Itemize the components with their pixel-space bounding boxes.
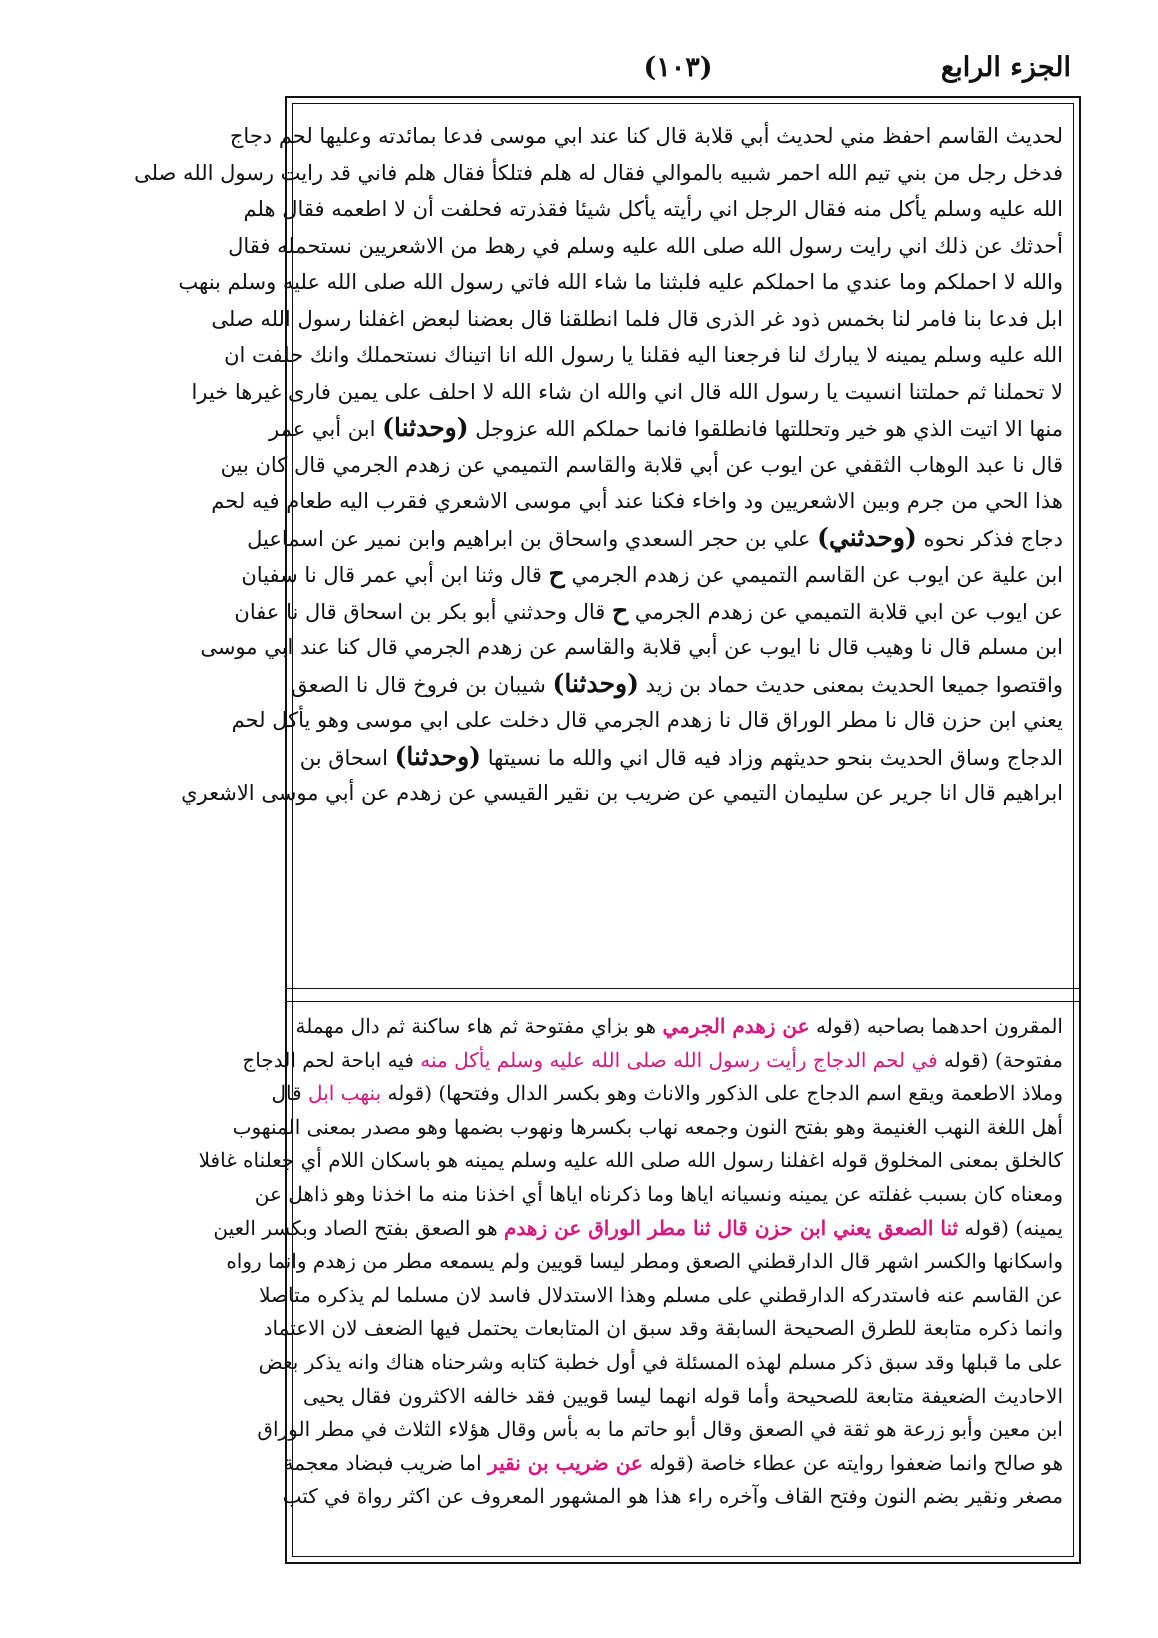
page-header [285, 44, 1071, 94]
narration-keyword: (وحدثنا) [394, 741, 482, 771]
narration-keyword: (وحدثني) [817, 522, 917, 552]
text-segment: ابراهيم قال انا جرير عن سليمان التيمي عن ضريب بن نقير القيسي عن زهدم عن أبي موسى الاشعري [181, 781, 1063, 805]
text-segment: لا تحملنا ثم حملتنا انسيت يا رسول الله قال اني والله ان شاء الله لا احلف على يمين فارى غيرها خيرا [191, 379, 1063, 404]
text-segment: مفتوحة) (قوله [937, 1047, 1063, 1072]
text-segment: هذا الحي من جرم وبين الاشعريين ود واخاء فكنا عند أبي موسى الاشعري فقرب اليه طعام فيه لحم [211, 489, 1063, 513]
commentary-line [295, 1010, 1063, 1044]
text-segment: قال [271, 1081, 309, 1106]
hadith-line [234, 593, 1063, 630]
hadith-line [181, 775, 1063, 812]
text-segment: قال وحدثني أبو بكر بن اسحاق قال نا عفان [234, 599, 613, 624]
text-segment: مصغر ونقير بضم النون وفتح القاف وآخره راء هذا هو المشهور المعروف عن اكثر رواة في كتب [282, 1484, 1063, 1509]
text-segment: دجاج فذكر نحوه [916, 526, 1063, 551]
text-segment: هو الصعق بفتح الصاد وبكسر العين [213, 1215, 505, 1240]
text-segment: هو بزاي مفتوحة ثم هاء ساكنة ثم دال مهملة [295, 1014, 663, 1038]
text-segment: والله لا احملكم وما عندي ما احملكم عليه فلبثنا ما شاء الله فاتي رسول الله صلى الله عليه وسلم بنهب [178, 270, 1063, 294]
text-segment: الاحاديث الضعيفة متابعة للصحيحة وأما قوله انهما ليسا قويين فقد خالفه الاكثرون فقال يحيى [303, 1383, 1063, 1408]
text-segment: أهل اللغة النهب الغنيمة وهو بفتح النون وجمعه نهاب بكسرها ونهوب بضمها وهو مصدر بمعنى المنهوب [232, 1114, 1063, 1139]
text-segment: واسكانها والكسر اشهر قال الدارقطني الصعق ومطر ليسا قويين ولم يسمعه مطر من زهدم وانما رواه [226, 1249, 1063, 1274]
commentary-line [282, 1480, 1063, 1514]
commentary-line [198, 1144, 1063, 1178]
hadith-line [178, 264, 1063, 301]
text-segment: الدجاج وساق الحديث بنحو حديثهم وزاد فيه قال اني والله ما نسيتها [481, 745, 1063, 770]
hadith-line [299, 739, 1063, 776]
commentary-line [226, 1245, 1063, 1279]
hadith-line [191, 374, 1063, 411]
text-segment: منها الا اتيت الذي هو خير وتحللتها فانطلقوا فانما حملكم الله عزوجل [468, 417, 1063, 441]
text-segment: أحدثك عن ذلك اني رايت رسول الله صلى الله عليه وسلم في رهط من الاشعريين نستحمله فقال [228, 233, 1063, 258]
text-segment: علي بن حجر السعدي واسحاق بن ابراهيم وابن نمير عن اسماعيل [247, 526, 818, 551]
text-segment: ابن مسلم قال نا وهيب قال نا ايوب عن أبي قلابة والقاسم عن زهدم الجرمي قال كنا عند ابي موسى [200, 635, 1063, 659]
volume-title: الجزء الرابع [940, 52, 1071, 83]
text-segment: فيه اباحة لحم الدجاج [242, 1047, 421, 1072]
text-segment: ابل فدعا بنا فامر لنا بخمس ذود غر الذرى قال فلما انطلقنا قال بعضنا لبعض اغفلنا رسول الله صلى [211, 306, 1063, 331]
text-segment: وانما ذكره متابعة للطرق الصحيحة السابقة وقد سبق ان المتابعات يحتمل فيها الضعف لان الاعتماد [263, 1316, 1063, 1341]
text-segment: عن القاسم عنه فاستدركه الدارقطني على مسلم وهذا الاستدلال فاسد لان مسلما لم يذكره متاصلا [259, 1282, 1063, 1307]
commentary-line [232, 1111, 1063, 1145]
hadith-line [247, 520, 1063, 557]
text-segment: ابن معين وأبو زرعة هو ثقة في الصعق وقال أبو حاتم ما به بأس وقال هؤلاء الثلاث في مطر الوراق [257, 1417, 1063, 1442]
narration-keyword: (وحدثنا) [382, 413, 469, 442]
text-segment: على ما قبلها وقد سبق ذكر مسلم لهذه المسئلة في أول خطبة كتابه وشرحناه هناك وانه يذكر بعض [258, 1349, 1063, 1374]
commentary-line [271, 1077, 1063, 1111]
text-segment: اسحاق بن [299, 745, 395, 770]
commentary-line [213, 1212, 1063, 1246]
text-segment: الله عليه وسلم يمينه لا يبارك لنا فرجعنا اليه فقلنا يا رسول الله انا اتيناك نستحملك وانك حلفت ان [224, 343, 1063, 367]
hadith-line [229, 118, 1063, 155]
hadith-line [134, 155, 1063, 192]
commentary-line [283, 1447, 1063, 1481]
hadith-line [211, 301, 1063, 338]
hadith-line [200, 629, 1063, 666]
hadith-line [269, 410, 1063, 447]
text-segment: يعني ابن حزن قال نا مطر الوراق قال نا زهدم الجرمي قال دخلت على ابي موسى وهو يأكل لحم [231, 708, 1063, 732]
hadith-text-block [134, 112, 1073, 986]
narration-keyword: ح [548, 559, 565, 588]
text-segment: ابن علية عن ايوب عن القاسم التميمي عن زهدم الجرمي [564, 563, 1063, 587]
text-segment: كالخلق بمعنى المخلوق قوله اغفلنا رسول الله صلى الله عليه وسلم يمينه هو باسكان اللام أي جعلناه غافلا [198, 1148, 1063, 1173]
text-segment: يمينه) (قوله [958, 1215, 1063, 1240]
commentary-line [259, 1279, 1063, 1313]
hadith-line [291, 666, 1063, 703]
highlighted-quote: بنهب ابل [308, 1081, 382, 1106]
commentary-line [254, 1178, 1063, 1212]
commentary-line [303, 1380, 1063, 1414]
text-segment: ومعناه كان بسبب غفلته عن يمينه ونسيانه اياها وما ذكرناه اياها أي اخذنا منه ما اخذنا وهو ذاهل عن [254, 1181, 1063, 1206]
page-number: (١٠٣) [643, 52, 713, 83]
hadith-line [220, 447, 1063, 484]
text-segment: ابن أبي عمر [269, 417, 383, 441]
text-segment: المقرون احدهما بصاحبه (قوله [809, 1014, 1063, 1038]
hadith-line [243, 191, 1063, 228]
text-frame [134, 96, 1081, 1564]
highlighted-quote: ثنا الصعق يعني ابن حزن قال ثنا مطر الوراق عن زهدم [504, 1215, 959, 1240]
text-segment: قال نا عبد الوهاب الثقفي عن ايوب عن أبي قلابة والقاسم التميمي عن زهدم الجرمي قال كان بين [220, 452, 1063, 477]
text-segment: شيبان بن فروخ قال نا الصعق [291, 672, 553, 697]
hadith-line [228, 228, 1063, 265]
text-segment: واقتصوا جميعا الحديث بمعنى حديث حماد بن زيد [638, 672, 1063, 697]
hadith-line [231, 702, 1063, 739]
text-segment: فدخل رجل من بني تيم الله احمر شبيه بالموالي فقال له هلم فتلكأ فقال هلم فاني قد رايت رسول الله صلى [134, 160, 1063, 185]
hadith-line [224, 337, 1063, 374]
commentary-line [263, 1312, 1063, 1346]
commentary-text-block [198, 1004, 1073, 1552]
highlighted-quote: عن ضريب بن نقير [488, 1450, 643, 1475]
text-segment: وملاذ الاطعمة ويقع اسم الدجاج على الذكور والاناث وهو بكسر الدال وفتحها) (قوله [381, 1081, 1063, 1106]
highlighted-quote: في لحم الدجاج رأيت رسول الله صلى الله عليه وسلم يأكل منه [420, 1047, 938, 1072]
text-segment: هو صالح وانما ضعفوا روايته عن عطاء خاصة (قوله [642, 1450, 1063, 1475]
text-segment: عن ايوب عن ابي قلابة التميمي عن زهدم الجرمي [628, 599, 1063, 624]
commentary-line [257, 1413, 1063, 1447]
highlighted-quote: عن زهدم الجرمي [662, 1014, 810, 1038]
text-segment: لحديث القاسم احفظ مني لحديث أبي قلابة قال كنا عند ابي موسى فدعا بمائدته وعليها لحم دجاج [229, 124, 1063, 148]
text-segment: اما ضريب فبضاد معجمة [283, 1450, 489, 1475]
text-segment: الله عليه وسلم يأكل منه فقال الرجل اني رأيته يأكل شيئا فقذرته فحلفت أن لا اطعمه فقال هلم [243, 197, 1063, 221]
commentary-line [258, 1346, 1063, 1380]
section-divider [287, 988, 1079, 1002]
narration-keyword: (وحدثنا) [552, 668, 639, 698]
commentary-line [242, 1044, 1063, 1078]
hadith-line [211, 483, 1063, 520]
narration-keyword: ح [612, 595, 629, 625]
hadith-line [241, 556, 1063, 593]
text-segment: قال وثنا ابن أبي عمر قال نا سفيان [241, 563, 549, 587]
